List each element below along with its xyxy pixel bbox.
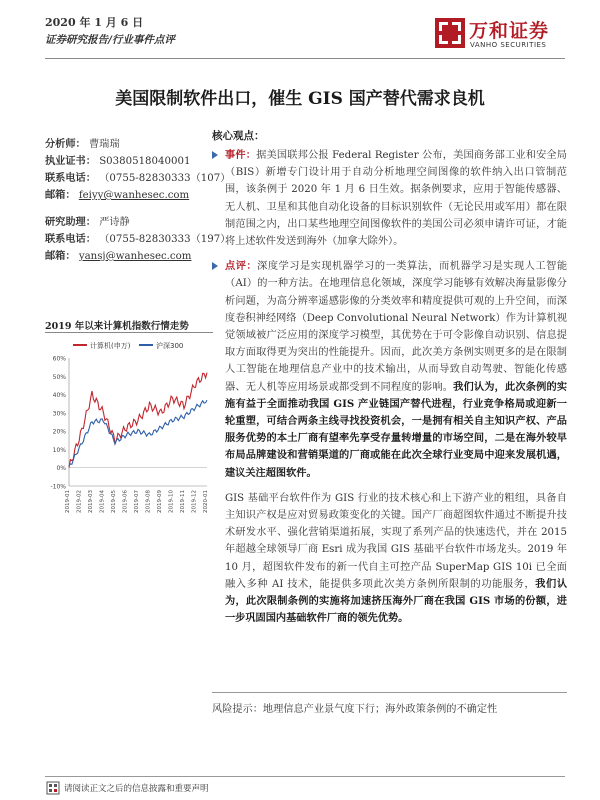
- risk-warning: 风险提示：地理信息产业景气度下行；海外政策条例的不确定性: [212, 704, 498, 715]
- x-tick-label: 2019-11: [180, 490, 186, 513]
- x-tick-label: 2019-07: [134, 490, 140, 513]
- x-tick-label: 2019-03: [88, 490, 94, 513]
- x-tick-label: 2019-05: [111, 490, 117, 513]
- assistant-label: 研究助理：: [45, 216, 96, 228]
- x-tick-label: 2019-08: [145, 490, 152, 513]
- y-tick-label: 60%: [52, 355, 66, 363]
- risk-divider: [212, 692, 567, 693]
- footer-divider: [45, 776, 565, 777]
- legend-label: 计算机(申万): [90, 342, 131, 350]
- email-label: 邮箱：: [45, 189, 76, 201]
- series-line: [69, 400, 207, 466]
- comment-label: 点评：: [225, 260, 258, 273]
- phone-number: （0755-82830333（107）: [99, 173, 231, 184]
- license-row: [45, 153, 205, 170]
- x-tick-label: 2019-09: [157, 490, 163, 513]
- bullet-arrow-icon: [212, 262, 218, 270]
- comment-conclusion: 我们认为，此次条例的实施有益于全面推动我国 GIS 产业链国产替代进程，行业竞争格局或迎新一轮重塑，可结合两条主线寻找投资机会，一是拥有相关自主知识产权、产品服务优势的本土厂商有望率先享受存量转增量的市场空间，二是在海外较早布局品牌建设和营销渠道的厂商或能在此次全球行业变局中迎来发展机遇，建议关注超图软件。: [225, 380, 568, 479]
- y-tick-label: -10%: [50, 483, 66, 491]
- phone2-number: （0755-82830333（197）: [99, 234, 231, 245]
- report-type: 证券研究报告/行业事件点评: [45, 34, 175, 46]
- email-row: [45, 187, 205, 204]
- x-tick-label: 2019-02: [76, 490, 83, 513]
- phone-label: 联系电话：: [45, 172, 96, 184]
- phone2-row: [45, 231, 231, 248]
- gis-text: GIS 基础平台软件作为 GIS 行业的技术核心和上下游产业的粗纽，具备自主知识产权是应对贸易政策变化的关键。国产厂商超图软件通过不断提升技术研发水平、强化营销渠道拓展，实现了系列产品的快速迭代，并在 2015 年超越全球领导厂商 Esri 成为我国 GIS 基础平台软件市场龙头。2019 年 10 月，超图软件发布的新一代自主可控产品 SuperMap GIS 10i 已全面融入多种 AI 技术，能提供多项此次美方条例所限制的功能服务，: [225, 492, 567, 590]
- email2-row: [45, 248, 205, 265]
- phone2-label: 联系电话：: [45, 233, 96, 245]
- x-tick-label: 2020-01: [203, 490, 209, 513]
- y-tick-label: 30%: [52, 410, 66, 418]
- company-logo: [435, 12, 565, 58]
- assistant-name: 严诗静: [99, 217, 130, 228]
- series-line: [69, 373, 207, 468]
- x-tick-label: 2019-12: [191, 490, 198, 513]
- assistant-row: [45, 214, 205, 231]
- event-paragraph: [212, 147, 567, 250]
- license-label: 执业证书：: [45, 155, 96, 167]
- core-views: [212, 128, 567, 627]
- email-link[interactable]: feiyy@wanhesec.com: [78, 190, 190, 201]
- logo-mark-icon: [435, 18, 465, 48]
- comment-paragraph: [212, 258, 567, 482]
- y-tick-label: 0%: [56, 465, 66, 473]
- y-tick-label: 20%: [52, 428, 66, 436]
- email2-link[interactable]: yansj@wanhesec.com: [78, 251, 192, 262]
- x-tick-label: 2019-06: [122, 490, 129, 513]
- header-divider: [45, 58, 565, 59]
- event-text: 据美国联邦公报 Federal Register 公布，美国商务部工业和安全局（BIS）新增专门设计用于自动分析地理空间图像的软件纳入出口管制范围，该条例于 2020 年 1 月 6 日生效。据条例要求，应用于智能传感器、无人机、卫星和其他自动化设备的目标识别软件（无论民用或军用）都在限制范围之内，出口某些地理空间图像软件的美国公司必须申请许可证，才能将上述软件发送到海外（加拿大除外）。: [225, 150, 567, 248]
- license-number: S0380518040001: [99, 156, 191, 167]
- analyst-info: [45, 136, 231, 265]
- phone-row: [45, 170, 231, 187]
- logo-text-cn: 万和证券: [469, 20, 550, 42]
- comment-text: 深度学习是实现机器学习的一类算法，而机器学习是实现人工智能（AI）的一种方法。在地理信息化领域，深度学习能够有效解决海量影像分析问题，为高分辨率遥感影像的分类效率和精度提供可观的上升空间，而深度卷积神经网络（Deep Convolutional Neural Network）作为计算机视觉领域被广泛应用的深度学习模型，其优势在于可令影像自动识别、信息提取方面取得更为突出的性能提升。因而，此次美方条例实则更多的是在限制人工智能在地理信息产业中的技术输出，从而导致自动驾驶、智能化传感器、无人机等应用场景或都受到不同程度的影响。: [225, 261, 568, 393]
- footer-disclaimer: 请阅读正文之后的信息披露和重要声明: [64, 784, 209, 794]
- analyst-label: 分析师：: [45, 138, 86, 150]
- index-chart: [45, 318, 213, 550]
- analyst-row: [45, 136, 205, 153]
- event-label: 事件：: [225, 149, 257, 161]
- bullet-arrow-icon: [212, 151, 218, 159]
- email2-label: 邮箱：: [45, 250, 76, 262]
- y-tick-label: 10%: [52, 446, 66, 454]
- y-tick-label: 50%: [52, 373, 66, 381]
- disclaimer-icon: [46, 781, 60, 795]
- gis-paragraph: [212, 490, 567, 628]
- report-date: 2020 年 1 月 6 日: [45, 16, 144, 29]
- chart-title: 2019 年以来计算机指数行情走势: [45, 321, 189, 332]
- x-tick-label: 2019-01: [65, 490, 71, 513]
- y-tick-label: 40%: [52, 392, 66, 400]
- x-tick-label: 2019-10: [168, 490, 175, 513]
- analyst-name: 曹瑞瑞: [89, 139, 120, 150]
- chart-title-divider: [45, 332, 213, 333]
- chart-canvas: [45, 336, 213, 548]
- report-title: 美国限制软件出口，催生 GIS 国产替代需求良机: [115, 89, 485, 109]
- logo-text-en: VANHO SECURITIES: [470, 41, 547, 49]
- gis-conclusion: 我们认为，此次限制条例的实施将加速挤压海外厂商在我国 GIS 市场的份额，进一步巩固国内基础软件厂商的领先优势。: [225, 577, 568, 625]
- x-tick-label: 2019-04: [99, 490, 106, 513]
- core-heading: 核心观点：: [212, 130, 265, 142]
- legend-label: 沪深300: [156, 342, 184, 350]
